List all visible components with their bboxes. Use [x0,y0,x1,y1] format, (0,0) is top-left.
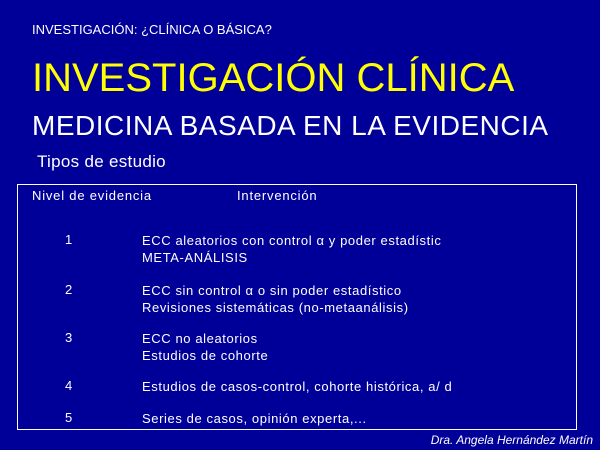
author-signature: Dra. Angela Hernández Martín [430,433,593,447]
intervention-line: Estudios de cohorte [142,348,269,363]
evidence-table [17,184,577,430]
intervention-line: ECC no aleatorios [142,331,258,346]
evidence-level: 2 [65,282,73,297]
intervention-text [142,378,452,395]
evidence-level: 1 [65,232,73,247]
intervention-line: Series de casos, opinión experta,... [142,411,367,426]
column-header-level: Nivel de evidencia [32,188,152,203]
intervention-line: Revisiones sistemáticas (no-metaanálisis) [142,300,409,315]
section-label: Tipos de estudio [37,152,166,171]
slide-title: INVESTIGACIÓN CLÍNICA [32,56,515,100]
slide-header: INVESTIGACIÓN: ¿CLÍNICA O BÁSICA? [32,22,272,37]
intervention-text [142,410,367,427]
evidence-level: 4 [65,378,73,393]
intervention-line: ECC aleatorios con control α y poder estadístic [142,233,442,248]
slide-subtitle: MEDICINA BASADA EN LA EVIDENCIA [32,110,549,141]
intervention-text [142,282,409,316]
intervention-text [142,330,268,364]
intervention-line: Estudios de casos-control, cohorte histórica, a/ d [142,379,453,394]
evidence-level: 3 [65,330,73,345]
evidence-level: 5 [65,410,73,425]
intervention-line: ECC sin control α o sin poder estadístico [142,283,402,298]
column-header-intervention: Intervención [237,188,318,203]
intervention-line: META-ANÁLISIS [142,250,248,265]
intervention-text [142,232,441,266]
